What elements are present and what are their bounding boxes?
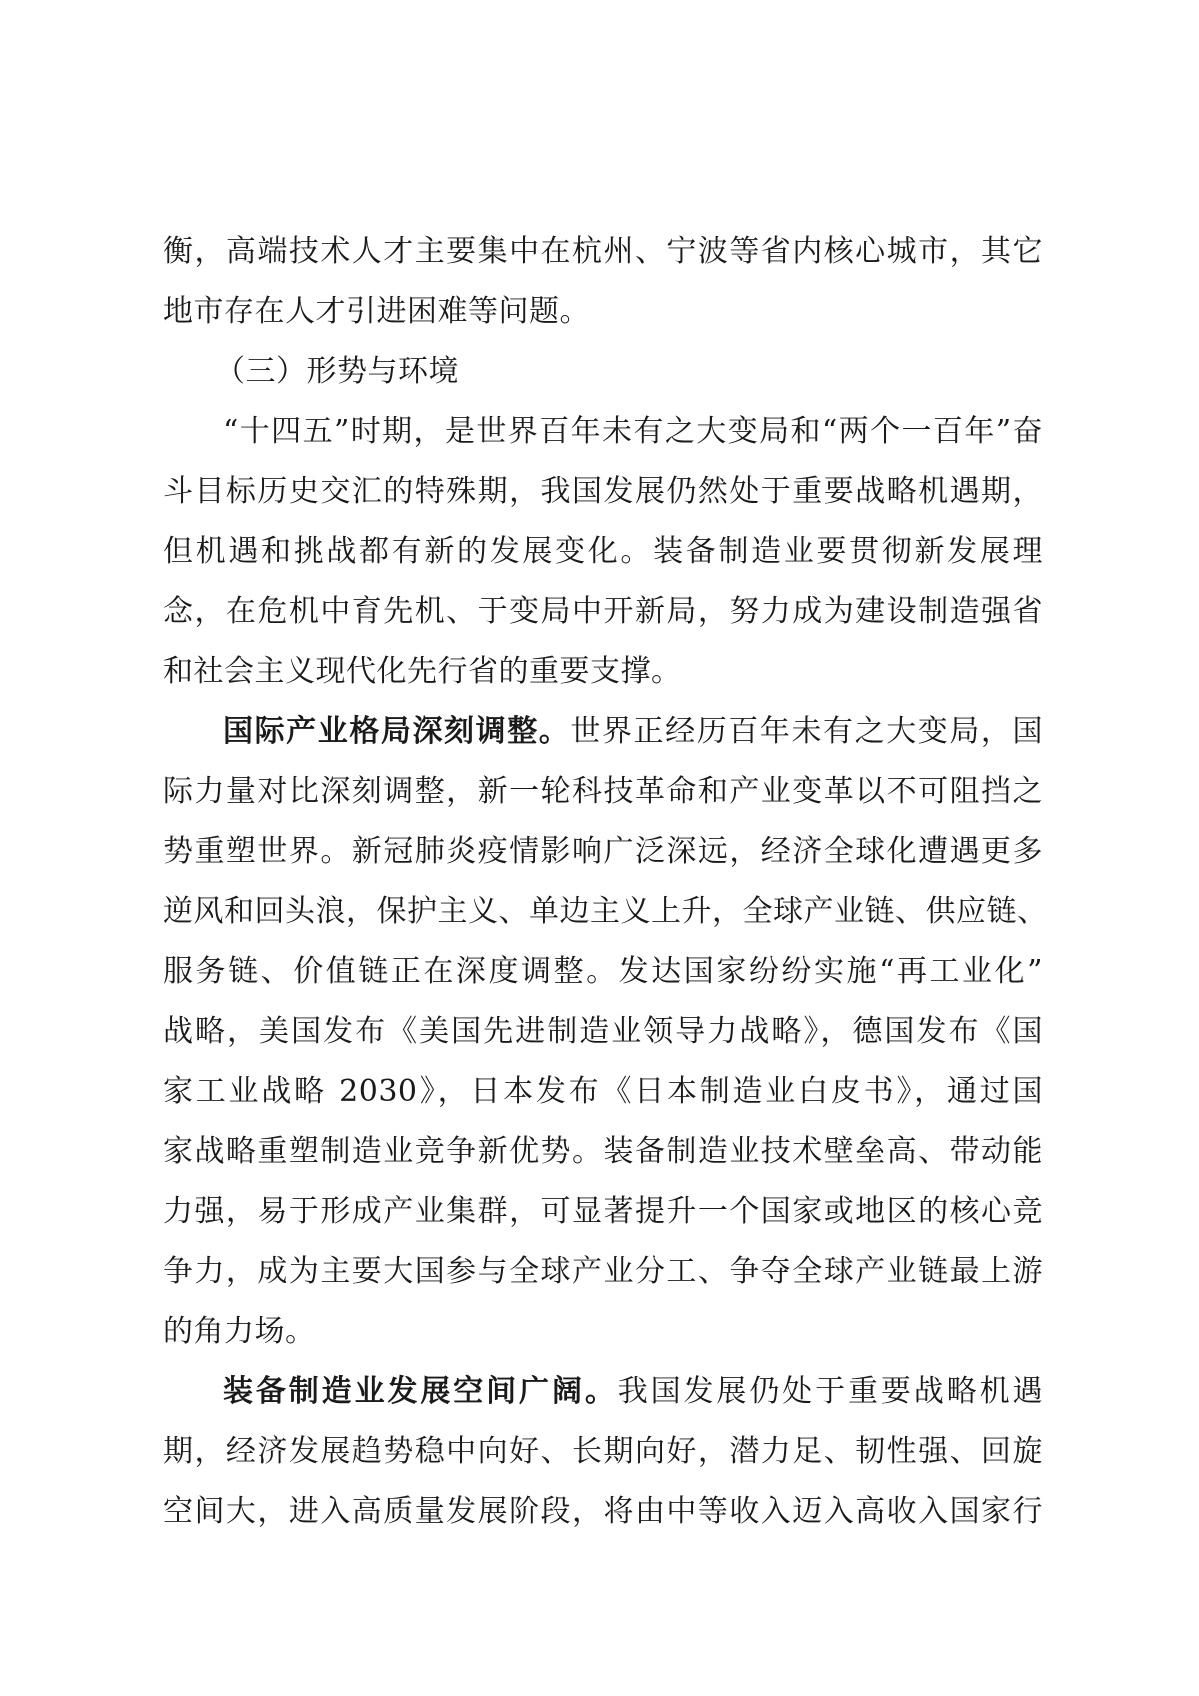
para4-line2: 期，经济发展趋势稳中向好、长期向好，潜力足、韧性强、回旋	[163, 1434, 1043, 1469]
para3-line5: 服务链、价值链正在深度调整。发达国家纷纷实施“再工业化”	[163, 954, 1043, 989]
para4-line1-text: 我国发展仍处于重要战略机遇	[617, 1374, 1043, 1409]
para1-line1: 衡，高端技术人才主要集中在杭州、宁波等省内核心城市，其它	[163, 234, 1043, 269]
para3-lead-heading: 国际产业格局深刻调整。	[223, 714, 571, 749]
para4-lead-heading: 装备制造业发展空间广阔。	[223, 1374, 618, 1409]
para2-line5: 和社会主义现代化先行省的重要支撑。	[163, 654, 682, 689]
para4-line3: 空间大，进入高质量发展阶段，将由中等收入迈入高收入国家行	[163, 1494, 1043, 1529]
para3-line6: 战略，美国发布《美国先进制造业领导力战略》，德国发布《国	[163, 1014, 1043, 1049]
para3-line1	[163, 702, 1043, 762]
para3-line3: 势重塑世界。新冠肺炎疫情影响广泛深远，经济全球化遭遇更多	[163, 834, 1043, 869]
para4-line1	[163, 1362, 1043, 1422]
para3-line7: 家工业战略 2030》，日本发布《日本制造业白皮书》，通过国	[163, 1074, 1043, 1109]
para2-line4: 念，在危机中育先机、于变局中开新局，努力成为建设制造强省	[163, 594, 1043, 629]
para2-line1: “十四五”时期，是世界百年未有之大变局和“两个一百年”奋	[223, 414, 1043, 449]
para3-line11: 的角力场。	[163, 1314, 316, 1349]
section-heading: （三）形势与环境	[215, 354, 459, 389]
para3-line4: 逆风和回头浪，保护主义、单边主义上升，全球产业链、供应链、	[163, 894, 1048, 929]
para3-line9: 力强，易于形成产业集群，可显著提升一个国家或地区的核心竞	[163, 1194, 1043, 1229]
para1-line2: 地市存在人才引进困难等问题。	[163, 294, 590, 329]
para2-line2: 斗目标历史交汇的特殊期，我国发展仍然处于重要战略机遇期，	[163, 474, 1043, 509]
para3-line1-text: 世界正经历百年未有之大变局，国	[570, 714, 1044, 749]
para3-line8: 家战略重塑制造业竞争新优势。装备制造业技术壁垒高、带动能	[163, 1134, 1043, 1169]
para3-line10: 争力，成为主要大国参与全球产业分工、争夺全球产业链最上游	[163, 1254, 1043, 1289]
para3-line2: 际力量对比深刻调整，新一轮科技革命和产业变革以不可阻挡之	[163, 774, 1043, 809]
body-text	[163, 222, 1048, 1542]
para2-line3: 但机遇和挑战都有新的发展变化。装备制造业要贯彻新发展理	[163, 534, 1043, 569]
